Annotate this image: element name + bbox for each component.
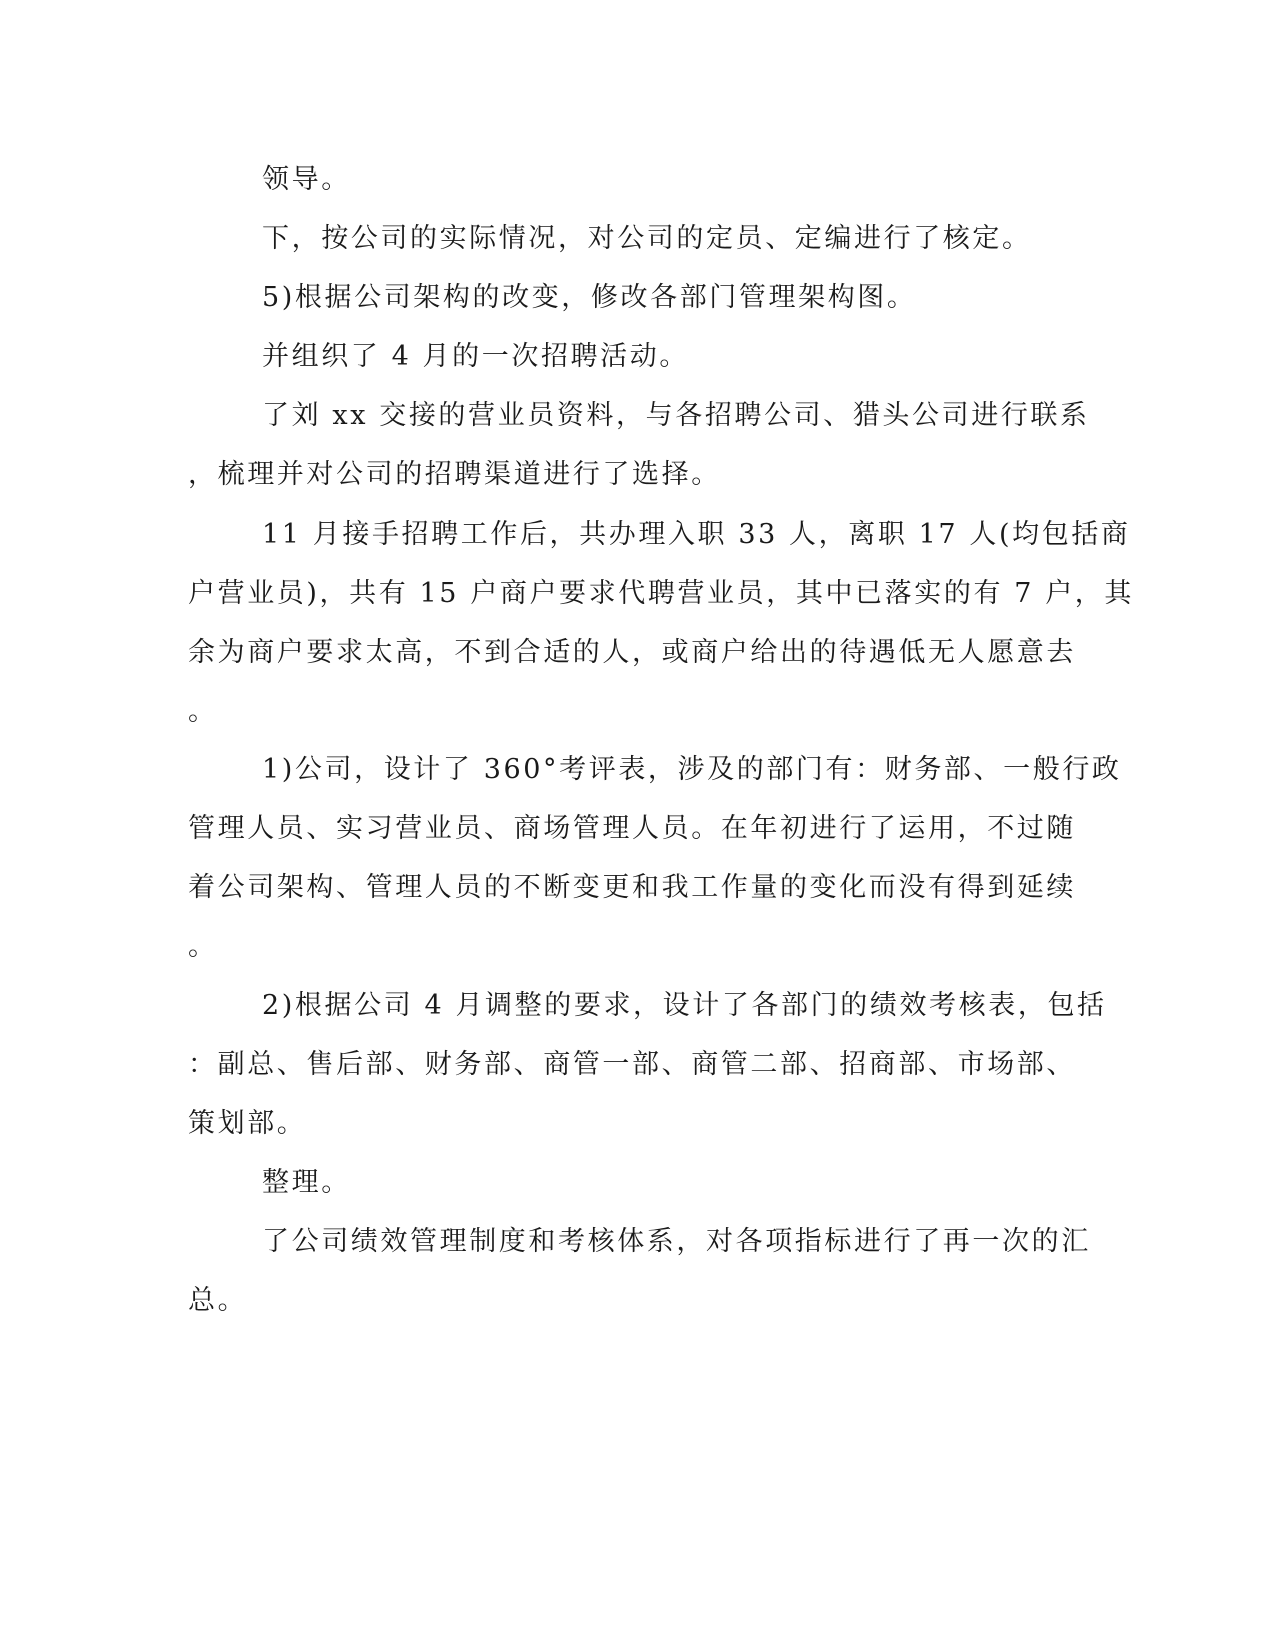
text-line: 总。 [188,1285,248,1316]
text-line: 领导。 [262,164,351,195]
text-line: 5)根据公司架构的改变，修改各部门管理架构图。 [262,282,917,313]
text-line: 。 [188,931,218,962]
text-line: 。 [188,696,218,727]
text-line: 了刘 xx 交接的营业员资料，与各招聘公司、猎头公司进行联系 [262,400,1090,431]
text-line: 2)根据公司 4 月调整的要求，设计了各部门的绩效考核表，包括 [262,990,1107,1021]
text-line: 11 月接手招聘工作后，共办理入职 33 人，离职 17 人(均包括商 [262,519,1131,550]
text-line: ，梳理并对公司的招聘渠道进行了选择。 [188,459,721,490]
text-line: 1)公司，设计了 360°考评表，涉及的部门有：财务部、一般行政 [262,754,1122,785]
text-line: 户营业员)，共有 15 户商户要求代聘营业员，其中已落实的有 7 户，其 [188,578,1134,609]
text-line: ：副总、售后部、财务部、商管一部、商管二部、招商部、市场部、 [188,1049,1076,1080]
text-line: 并组织了 4 月的一次招聘活动。 [262,341,689,372]
text-line: 着公司架构、管理人员的不断变更和我工作量的变化而没有得到延续 [188,872,1076,903]
text-line: 余为商户要求太高，不到合适的人，或商户给出的待遇低无人愿意去 [188,637,1076,668]
text-line: 策划部。 [188,1108,307,1139]
text-line: 下，按公司的实际情况，对公司的定员、定编进行了核定。 [262,223,1032,254]
text-line: 了公司绩效管理制度和考核体系，对各项指标进行了再一次的汇 [262,1226,1091,1257]
text-line: 管理人员、实习营业员、商场管理人员。在年初进行了运用，不过随 [188,813,1076,844]
text-line: 整理。 [262,1167,351,1198]
